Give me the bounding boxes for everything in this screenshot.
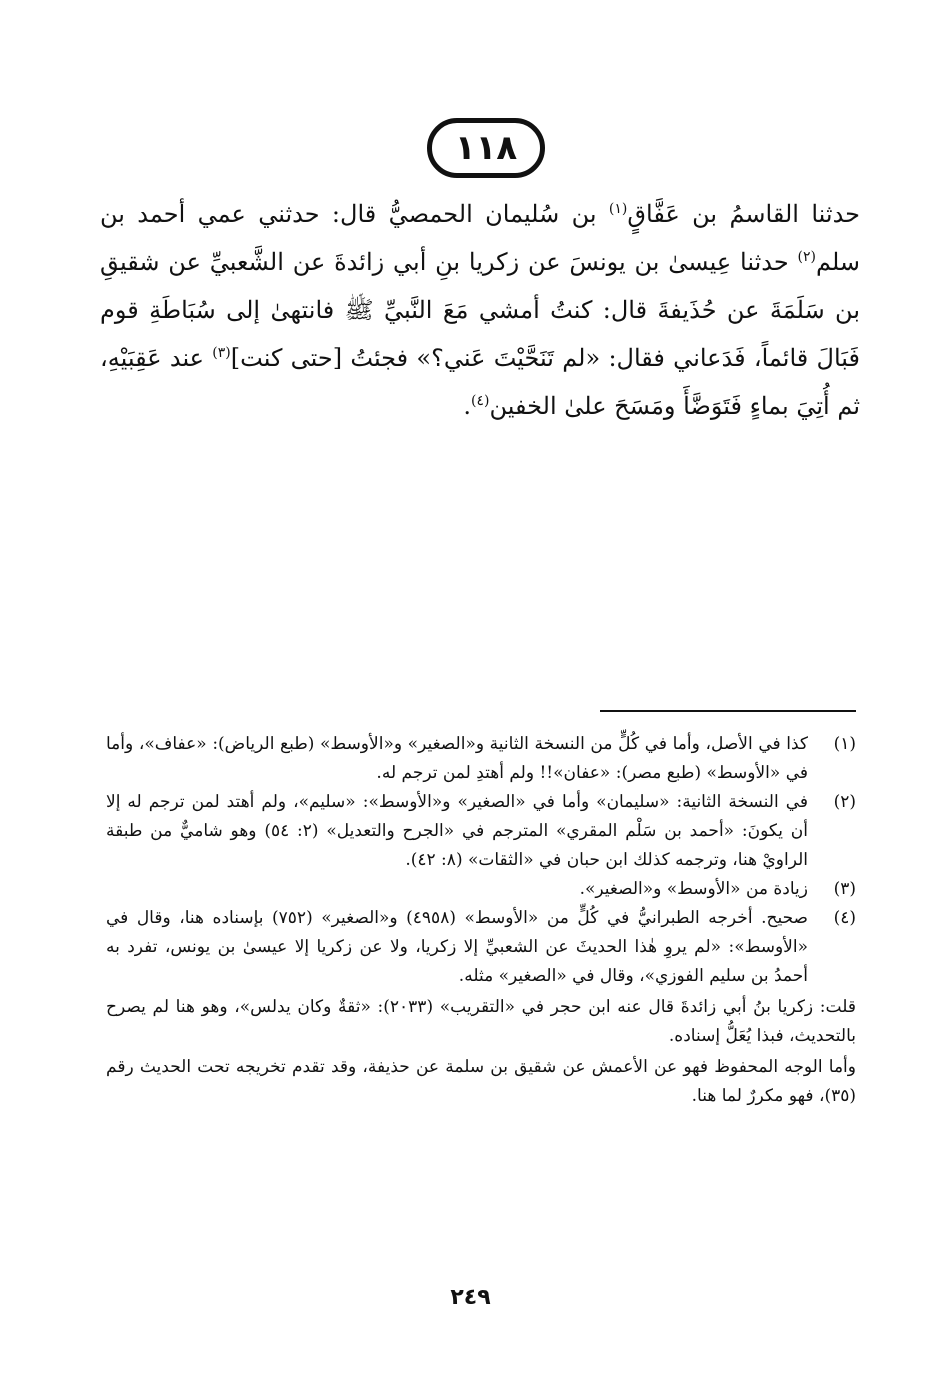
footnote-number: (٤) [833, 908, 856, 928]
commentary-paragraph: قلت: زكريا بنُ أبي زائدةَ قال عنه ابن حجر في «التقريب» (٢٠٣٣): «ثقةٌ وكان يدلس»، وهو هنا لم يصرح بالتحديث، فبذا يُعَلُّ إسناده. [106, 997, 856, 1046]
footnote-2 [106, 788, 856, 875]
footnote-1 [106, 730, 856, 788]
footnote-4 [106, 904, 856, 991]
footnote-number: (١) [833, 734, 856, 754]
footnote-ref-2[interactable]: (٢) [797, 249, 816, 265]
footnote-ref-1[interactable]: (١) [608, 201, 628, 217]
footnote-text: زيادة من «الأوسط» و«الصغير». [579, 879, 808, 899]
footnote-text: كذا في الأصل، وأما في كُلٍّ من النسخة الثانية و«الصغير» و«الأوسط» (طبع الرياض): «عفاف»، وأما في «الأوسط» (طبع مصر): «عفان»!! ولم أهتدِ لمن ترجم له. [106, 734, 808, 783]
footnote-3 [106, 875, 856, 904]
footnote-separator [600, 710, 856, 712]
page-number: ٢٤٩ [450, 1285, 491, 1310]
footnote-text: صحيح. أخرجه الطبرانيُّ في كُلٍّ من «الأوسط» (٤٩٥٨) و«الصغير» (٧٥٢) بإسناده هنا، وقال في «الأوسط»: «لم يروِ هٰذا الحديثَ عن الشعبيِّ إلا زكريا، ولا عن زكريا إلا عيسىٰ بن يونس، تفرد به أحمدُ بن سليم الفوزي»، وقال في «الصغير» مثله. [106, 908, 808, 986]
hadith-text-part: . [463, 392, 472, 420]
hadith-number-badge [427, 118, 545, 178]
footnotes-section [106, 730, 856, 1111]
hadith-text-part: بن سُليمان الحمصيُّ قال: حدثني عمي أحمد بن سلم [100, 200, 860, 276]
footnote-text: في النسخة الثانية: «سليمان» وأما في «الصغير» و«الأوسط»: «سليم»، ولم أهتد لمن ترجم له إلا أن يكونَ: «أحمد بن سَلْم المقري» المترجم في «الجرح والتعديل» (٢: ٥٤) وهو شاميٌّ من طبقة الراويْ هنا، وترجمه كذلك ابن حبان في «الثقات» (٨: ٤٢). [106, 792, 809, 870]
footnote-number: (٢) [833, 792, 856, 812]
footnote-number: (٣) [833, 879, 856, 899]
hadith-paragraph [100, 190, 860, 430]
commentary-paragraph: وأما الوجه المحفوظ فهو عن الأعمش عن شقيق بن سلمة عن حذيفة، وقد تقدم تخريجه تحت الحديث رقم (٣٥)، فهو مكررٌ لما هنا. [106, 1057, 856, 1106]
hadith-text-part: حدثنا القاسمُ بن عَفَّاقٍ [627, 200, 861, 228]
hadith-text-part: حدثنا عِيسىٰ بن يونسَ عن زكريا بنِ أبي زائدةَ عن الشَّعبيِّ عن شقيقِ بن سَلَمَةَ عن حُذَيفةَ قال: كنتُ أمشي مَعَ النَّبيِّ ﷺ فانتهىٰ إلى سُبَاطَةِ قوم فَبَالَ قائماً، فَدَعاني فقال: «لم تَنَحَّيْتَ عَني؟» فجئتُ [حتى كنت] [100, 248, 861, 372]
hadith-text-part: عند عَقِبَيْهِ، ثم أُتِيَ بماءٍ فَتَوَضَّأَ ومَسَحَ علىٰ الخفين [100, 344, 860, 420]
footnote-ref-3[interactable]: (٣) [212, 345, 231, 361]
footnote-ref-4[interactable]: (٤) [471, 393, 490, 409]
hadith-number: ١١٨ [454, 128, 518, 168]
hadith-text [100, 190, 860, 430]
